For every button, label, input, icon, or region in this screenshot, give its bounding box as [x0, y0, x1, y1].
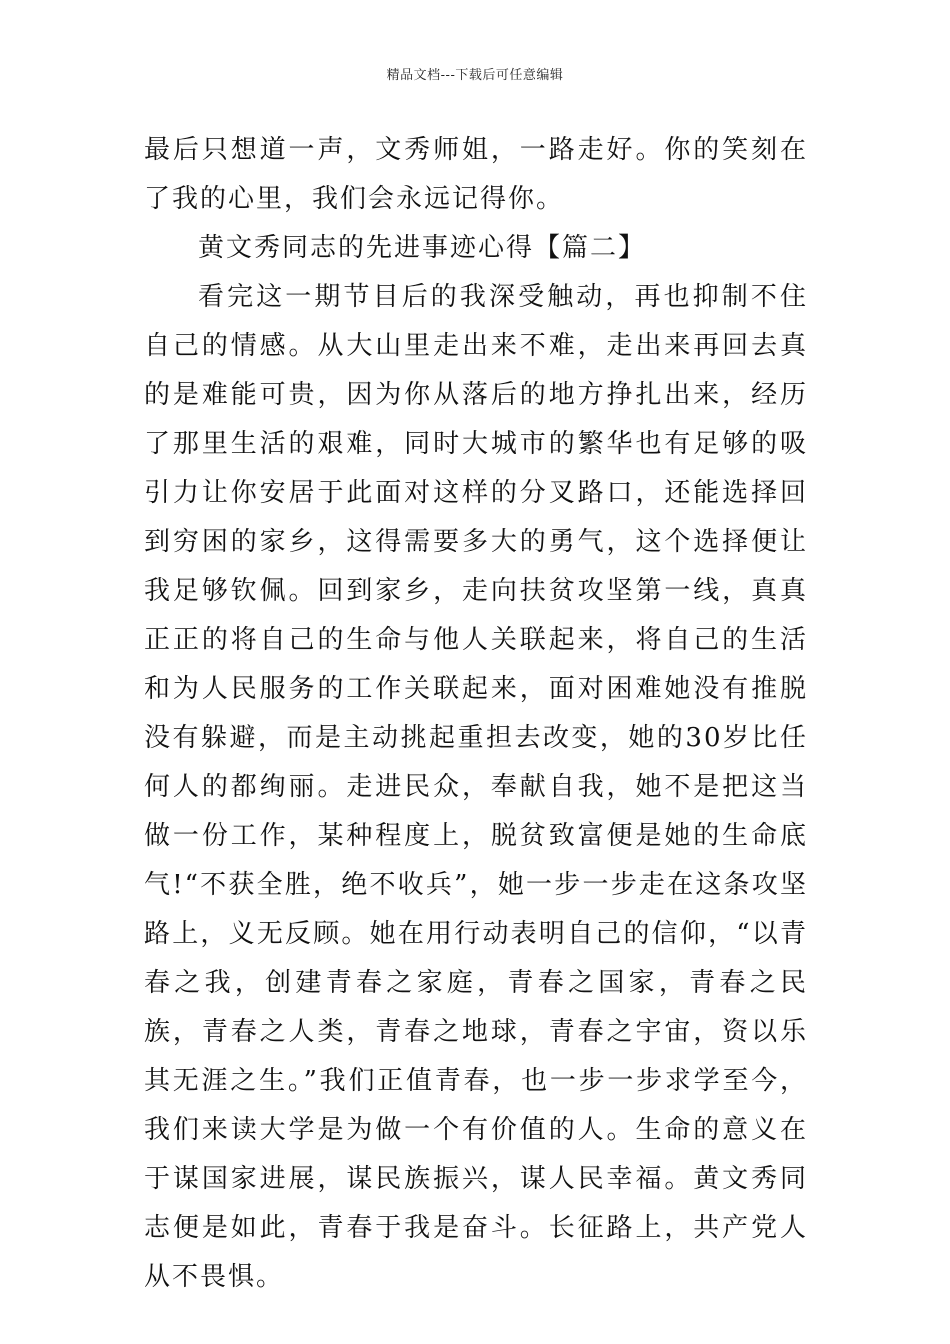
page-header: 精品文档---下载后可任意编辑 — [386, 68, 564, 83]
section-heading: 黄文秀同志的先进事迹心得【篇二】 — [198, 233, 647, 263]
document-body — [144, 126, 808, 1302]
closing-paragraph: 最后只想道一声，文秀师姐，一路走好。你的笑刻在了我的心里，我们会永远记得你。 — [144, 135, 808, 214]
body-paragraph: 看完这一期节目后的我深受触动，再也抑制不住自己的情感。从大山里走出来不难，走出来再回去真的是难能可贵，因为你从落后的地方挣扎出来，经历了那里生活的艰难，同时大城市的繁华也有足够的吸引力让你安居于此面对这样的分叉路口，还能选择回到穷困的家乡，这得需要多大的勇气，这个选择便让我足够钦佩。回到家乡，走向扶贫攻坚第一线，真真正正的将自己的生命与他人关联起来，将自己的生活和为人民服务的工作关联起来，面对困难她没有推脱没有躲避，而是主动挑起重担去改变，她的30岁比任何人的都绚丽。走进民众，奉献自我，她不是把这当做一份工作，某种程度上，脱贫致富便是她的生命底气!“不获全胜，绝不收兵”，她一步一步走在这条攻坚路上，义无反顾。她在用行动表明自己的信仰，“以青春之我，创建青春之家庭，青春之国家，青春之民族，青春之人类，青春之地球，青春之宇宙，资以乐其无涯之生。”我们正值青春，也一步一步求学至今，我们来读大学是为做一个有价值的人。生命的意义在于谋国家进展，谋民族振兴，谋人民幸福。黄文秀同志便是如此，青春于我是奋斗。长征路上，共产党人从不畏惧。 — [144, 282, 808, 1292]
